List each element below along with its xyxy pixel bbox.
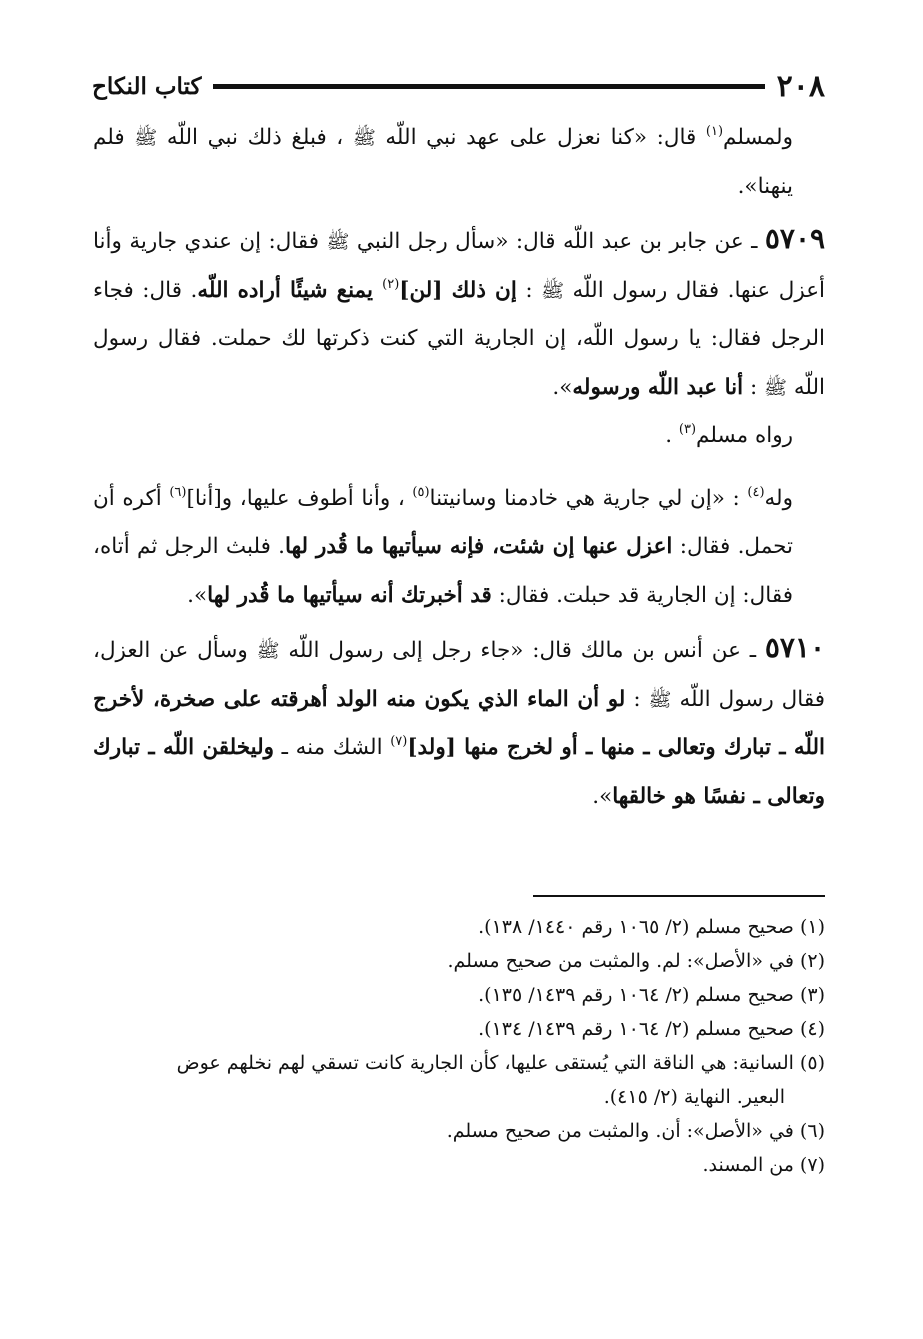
footnote-ref-7[interactable]: (٧) [390,734,408,749]
footnote-ref-5[interactable]: (٥) [412,484,430,500]
footnote-ref-4[interactable]: (٤) [747,484,765,500]
footnote-separator [533,895,825,897]
salutation-glyph: ﷺ [648,688,672,711]
hadith-number: ٥٧١٠ [764,631,825,664]
salutation-glyph: ﷺ [326,231,350,253]
rawah-muslim: رواه مسلم$^{(٣)}$ . [665,422,793,448]
hadith-5709: ٥٧٠٩ ـ عن جابر بن عبد اللّه قال: «سأل رجل النبي ﷺ فقال: إن عندي جارية وأنا أعزل عنها. فقال رسول اللّه ﷺ : إن ذلك [لن]$^{(٢)}$ يمنع شيئًا أراده اللّه. قال: فجاء الرجل فقال: يا رسول اللّه، إن الجارية التي كنت ذكرتها لك حملت. فقال رسول اللّه ﷺ : أنا عبد اللّه ورسوله». [93,222,826,400]
salutation-glyph: ﷺ [352,127,376,149]
header-rule [213,84,764,89]
main-text [93,114,825,821]
salutation-glyph: ﷺ [134,127,158,149]
page-number: ٢٠٨ [776,68,825,104]
footnote-7: (٧) من المسند. [702,1154,825,1176]
footnote-3: (٣) صحيح مسلم (٢/ ١٠٦٤ رقم ١٤٣٩/ ١٣٥). [478,984,825,1006]
hadith-number: ٥٧٠٩ [764,222,826,255]
footnotes [93,910,825,1182]
salutation-glyph: ﷺ [764,376,787,399]
footnote-ref-3[interactable]: (٣) [678,422,697,437]
footnote-1: (١) صحيح مسلم (٢/ ١٠٦٥ رقم ١٤٤٠/ ١٣٨). [478,916,825,938]
footnote-ref-1[interactable]: (١) [705,124,724,139]
footnote-5-continued: البعير. النهاية (٢/ ٤١٥). [603,1086,785,1108]
paragraph-walahu: وله$^{(٤)}$ : «إن لي جارية هي خادمنا وسانيتنا$^{(٥)}$ ، وأنا أطوف عليها، و[أنا]$^{(٦)}$ أكره أن تحمل. فقال: اعزل عنها إن شئت، فإنه سيأتيها ما قُدر لها. فلبث الرجل ثم أتاه، فقال: إن الجارية قد حبلت. فقال: قد أخبرتك أنه سيأتيها ما قُدر لها». [93,484,793,608]
running-header [92,66,825,106]
footnote-ref-6[interactable]: (٦) [169,484,187,500]
salutation-glyph: ﷺ [256,640,280,662]
paragraph-muslim-intro: ولمسلم$^{(١)}$ قال: «كنا نعزل على عهد نبي اللّه ﷺ ، فبلغ ذلك نبي اللّه ﷺ فلم ينهنا». [93,124,793,199]
footnote-5: (٥) السانية: هي الناقة التي يُستقى عليها، كأن الجارية كانت تسقي لهم نخلهم عوض [176,1052,825,1074]
hadith-5710: ٥٧١٠ ـ عن أنس بن مالك قال: «جاء رجل إلى رسول اللّه ﷺ وسأل عن العزل، فقال رسول اللّه ﷺ : لو أن الماء الذي يكون منه الولد أهرقته على صخرة، لأخرج اللّه ـ تبارك وتعالى ـ منها ـ أو لخرج منها [ولد]$^{(٧)}$ الشك منه ـ وليخلقن اللّه ـ تبارك وتعالى ـ نفسًا هو خالقها». [93,631,825,809]
footnote-2: (٢) في «الأصل»: لم. والمثبت من صحيح مسلم. [447,950,825,972]
footnote-6: (٦) في «الأصل»: أن. والمثبت من صحيح مسلم. [446,1120,825,1142]
book-title: كتاب النكاح [92,72,202,100]
salutation-glyph: ﷺ [541,279,565,302]
footnote-4: (٤) صحيح مسلم (٢/ ١٠٦٤ رقم ١٤٣٩/ ١٣٤). [478,1018,825,1040]
footnote-ref-2[interactable]: (٢) [382,276,400,292]
